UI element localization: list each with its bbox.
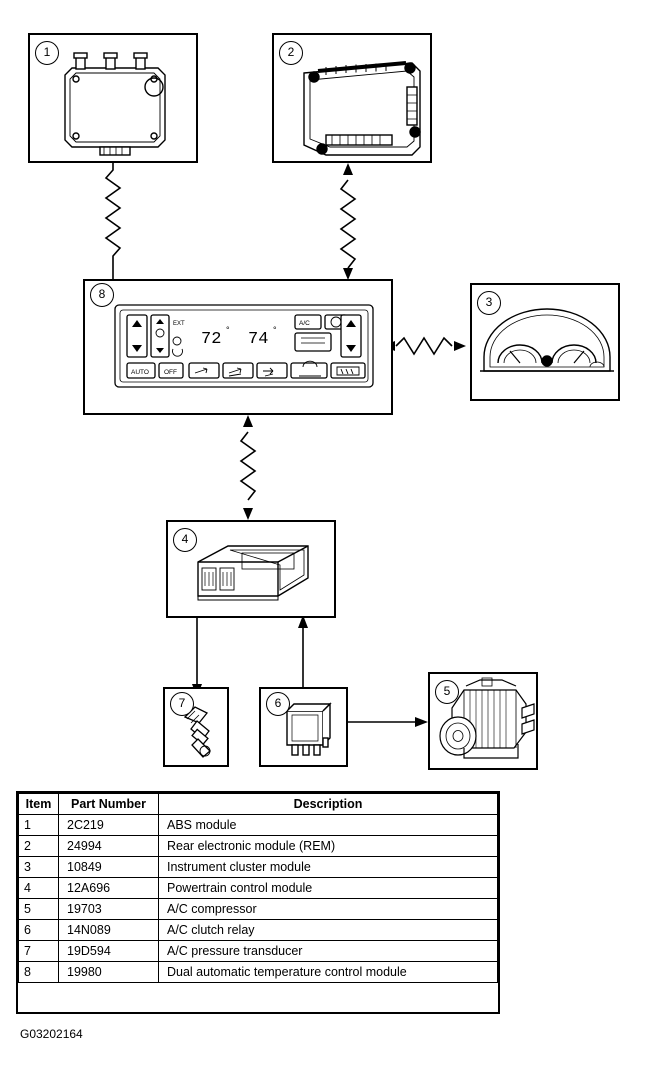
header-item: Item	[19, 794, 59, 815]
cell-item: 6	[19, 920, 59, 941]
parts-table	[18, 793, 498, 983]
cell-part-number: 10849	[59, 857, 159, 878]
arrow-to-compressor	[415, 717, 428, 727]
arrow-down-pcm	[243, 508, 253, 520]
datc-left-temp: 72	[201, 330, 222, 349]
datc-ac-label: A/C	[299, 320, 310, 327]
cell-item: 7	[19, 941, 59, 962]
table-row	[19, 899, 498, 920]
cell-description: ABS module	[159, 815, 498, 836]
cell-description: A/C pressure transducer	[159, 941, 498, 962]
link-rem-to-datc	[341, 180, 355, 268]
datc-auto-label: AUTO	[131, 369, 149, 376]
cell-part-number: 24994	[59, 836, 159, 857]
header-part-number: Part Number	[59, 794, 159, 815]
callout-8	[90, 283, 114, 307]
cell-part-number: 19980	[59, 962, 159, 983]
link-datc-to-pcm	[241, 432, 255, 500]
table-row	[19, 815, 498, 836]
cell-item: 3	[19, 857, 59, 878]
cell-item: 8	[19, 962, 59, 983]
cell-item: 5	[19, 899, 59, 920]
table-header-row	[19, 794, 498, 815]
datc-art	[85, 281, 395, 417]
header-description: Description	[159, 794, 498, 815]
cell-item: 4	[19, 878, 59, 899]
callout-4-label: 4	[181, 532, 189, 546]
callout-3-label: 3	[485, 295, 493, 309]
datc-off-label: OFF	[164, 369, 177, 376]
callout-8-label: 8	[98, 287, 106, 301]
datc-ext-label: EXT	[173, 321, 185, 327]
cell-description: A/C compressor	[159, 899, 498, 920]
callout-6	[266, 692, 290, 716]
datc-left-unit: °	[226, 325, 230, 335]
callout-3	[477, 291, 501, 315]
callout-7	[170, 692, 194, 716]
figure-id-label: G03202164	[20, 1027, 83, 1041]
callout-1-label: 1	[43, 45, 51, 59]
cell-description: Dual automatic temperature control module	[159, 962, 498, 983]
callout-2-label: 2	[287, 45, 295, 59]
cell-item: 1	[19, 815, 59, 836]
link-abs-to-datc	[106, 163, 120, 279]
callout-5-label: 5	[443, 684, 451, 698]
table-row	[19, 857, 498, 878]
callout-1	[35, 41, 59, 65]
cell-item: 2	[19, 836, 59, 857]
cell-description: Rear electronic module (REM)	[159, 836, 498, 857]
callout-4	[173, 528, 197, 552]
callout-2	[279, 41, 303, 65]
callout-7-label: 7	[178, 696, 186, 710]
table-row	[19, 878, 498, 899]
arrow-right-cluster	[454, 341, 466, 351]
cell-part-number: 14N089	[59, 920, 159, 941]
cell-part-number: 19D594	[59, 941, 159, 962]
cell-description: Powertrain control module	[159, 878, 498, 899]
table-row	[19, 836, 498, 857]
cell-part-number: 2C219	[59, 815, 159, 836]
table-row	[19, 962, 498, 983]
table-row	[19, 941, 498, 962]
cell-description: Instrument cluster module	[159, 857, 498, 878]
link-datc-to-cluster	[396, 338, 452, 354]
cell-part-number: 19703	[59, 899, 159, 920]
datc-right-unit: °	[273, 325, 277, 335]
callout-5	[435, 680, 459, 704]
callout-6-label: 6	[274, 696, 282, 710]
panel-datc-module	[83, 279, 393, 415]
datc-right-temp: 74	[248, 330, 269, 349]
cell-part-number: 12A696	[59, 878, 159, 899]
table-row	[19, 920, 498, 941]
cell-description: A/C clutch relay	[159, 920, 498, 941]
